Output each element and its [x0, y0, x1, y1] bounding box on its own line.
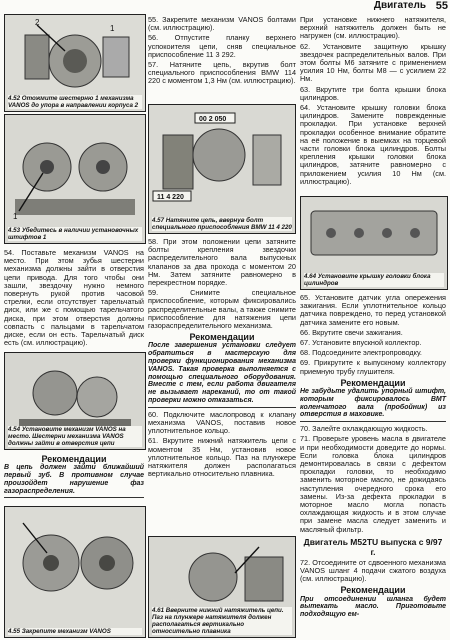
recommendation-text: В цепь должен зайти ближайший первый зуб. В противном случае произойдет нарушение фаз газораспределения.: [4, 464, 144, 498]
step-54: 54. Поставьте механизм VANOS на место. При этом зубья шестерни механизма должны зайти в отверстия цепи привода. Для того чтобы они зашли, звездочку нужно немного повернуть рукой против часовой стрелки, если отсутствует тарельчатый диск, или же с помощью тарельчатого диска, при этом отверстия должны совпасть с пальцами в тарельчатом диске, если он есть. Тарельчатый диск есть (см. иллюстрацию).: [4, 248, 144, 348]
left-column-text-1: [4, 249, 144, 349]
engine-subsection-title: Двигатель M52TU выпуска с 9/97 г.: [303, 536, 443, 557]
figure-4-61: [148, 536, 296, 638]
caption-4-52: 4.52 Отожмите шестерню 1 механизма VANOS до упора в направлении корпуса 2: [8, 95, 142, 109]
figure-4-52: [4, 14, 146, 112]
middle-column-text-1: [148, 16, 296, 88]
figure-4-57: [148, 104, 296, 234]
tool-label-bottom: 11 4 220: [157, 194, 184, 201]
section-title: Двигатель: [373, 0, 426, 11]
svg-text:2: 2: [35, 18, 40, 27]
right-column-text-1: [300, 16, 446, 188]
caption-4-64: 4.64 Установите крышку головки блока цилиндров: [304, 273, 444, 287]
page-header: [0, 0, 450, 14]
recommendation-title-2: Рекомендации: [340, 585, 406, 596]
engine-photo-4-53: [5, 115, 145, 243]
right-column-text-2: [300, 294, 446, 624]
step-55: 55. Закрепите механизм VANOS болтами (см. иллюстрацию).: [148, 15, 296, 33]
figure-4-54: [4, 352, 146, 450]
step-61-continued: При установке нижнего натяжителя, верхний натяжитель должен быть не нагружен (см. иллюстрацию).: [300, 15, 446, 41]
caption-4-53: 4.53 Убедитесь в наличии установочных штифтов 1: [8, 227, 142, 241]
step-67: 67. Установите впускной коллектор.: [300, 338, 422, 348]
step-61: 61. Вкрутите нижний натяжитель цепи с моментом 35 Нм, установив новое уплотнительное кольцо. Паз на плунжере натяжителя должен располагаться вертикально относительно плавника.: [148, 436, 296, 479]
recommendation-title: Рекомендации: [340, 377, 406, 388]
figure-4-64: [300, 196, 448, 290]
page-number: 55: [435, 0, 448, 12]
caption-4-54: 4.54 Установите механизм VANOS на место. Шестерни механизма VANOS должны зайти в отверстия цепи: [8, 426, 142, 447]
step-69: 69. Прикрутите к выпускному коллектору приемную трубу глушителя.: [300, 358, 446, 376]
step-71: 71. Проверьте уровень масла в двигателе и при необходимости доведите до нормы. Если головка блока цилиндров демонтировалась в связи с дефектом прокладки головки, то необходимо заменить моторное масло, не дожидаясь наступления очередного срока его замены. Из-за дефекта прокладки в моторное масло могла попасть охлаждающая жидкость и в этом случае при замене масла следует заменить и масляный фильтр.: [300, 434, 446, 534]
caption-4-61: 4.61 Вверните нижний натяжитель цепи. Паз на плунжере натяжителя должен располагаться вертикально относительно плавника: [152, 607, 292, 635]
caption-4-55: 4.55 Закрепите механизм VANOS: [8, 628, 142, 635]
tool-label-top: 00 2 050: [199, 116, 227, 123]
left-recommendation: [4, 452, 144, 501]
step-70: 70. Залейте охлаждающую жидкость.: [300, 424, 428, 434]
step-57: 57. Натяните цепь, вкрутив болт специального приспособления BMW 114 220 с моментом 1,3 Нм (см. иллюстрацию).: [148, 60, 296, 86]
caption-4-57: 4.57 Натяните цепь, ввернув болт специального приспособления BMW 11 4 220: [152, 217, 292, 231]
recommendation-title: Рекомендации: [189, 332, 255, 343]
engine-photo-4-57: [149, 105, 295, 233]
step-60: 60. Подключите маслопровод к клапану механизма VANOS, поставив новое уплотнительное кольцо.: [148, 409, 296, 436]
step-66: 66. Вкрутите свечи зажигания.: [300, 327, 403, 337]
step-63: 63. Вкрутите три болта крышки блока цилиндров.: [300, 84, 446, 102]
svg-text:1: 1: [13, 212, 18, 221]
recommendation-title: Рекомендации: [41, 454, 107, 464]
figure-4-53: [4, 114, 146, 244]
step-59: 59. Снимите специальное приспособление, которым фиксировались распределительные валы, а также снимите приспособление для натяжения цепи газораспределительного механизма.: [148, 288, 296, 331]
step-56: 56. Отпустите планку верхнего успокоителя цепи, сняв специальное приспособление 11 3 292.: [148, 33, 296, 59]
recommendation-text: Не забудьте удалить упорный штифт, которым фиксировалось ВМТ коленчатого вала (пробойник) из отверстия в маховике.: [300, 388, 446, 422]
step-65: 65. Установите датчик угла опережения зажигания. Если уплотнительное кольцо датчика повреждено, то перед установкой датчика замените его новым.: [300, 293, 446, 327]
recommendation-text-2: При отсоединении шланга будет вытекать масло. Приготовьте подходящую ем-: [300, 595, 446, 619]
step-64: 64. Установите крышку головки блока цилиндров. Замените поврежденные прокладки. При установке верхней прокладки особенное внимание обратите на её положение в выемках на торцевой части головки блока цилиндров. Болты крепления крышки головки блока цилиндров, затяните равномерно с приложением усилия 10 Нм (см. иллюстрацию).: [300, 103, 446, 186]
step-72: 72. Отсоедините от сдвоенного механизма VANOS шланг 4 подачи сжатого воздуха (см. иллюстрацию).: [300, 557, 446, 584]
figure-4-55: [4, 506, 146, 638]
step-58: 58. При этом положении цепи затяните болты крепления звездочки распределительного вала выпускных клапанов за два прохода с моментом 20 Нм. Затем затяните равномерно в перекрестном порядке.: [148, 237, 296, 288]
engine-photo-4-55: [5, 507, 145, 637]
middle-column-text-2: [148, 238, 296, 480]
svg-text:1: 1: [110, 24, 115, 33]
step-62: 62. Установите защитную крышку звездочек распределительных валов. При этом болты M6 затяните с применением усилия 10 Нм, болты M8 — с усилием 22 Нм.: [300, 41, 446, 84]
step-68: 68. Подсоедините электропроводку.: [300, 348, 422, 358]
recommendation-text: После завершения установки следует обратиться в мастерскую для проверки функционирования механизма VANOS. Такая проверка выполняется с помощью специального оборудования. Вместе с тем, если работа двигателя не вызывает нареканий, то от такой проверки можно отказаться.: [148, 342, 296, 407]
